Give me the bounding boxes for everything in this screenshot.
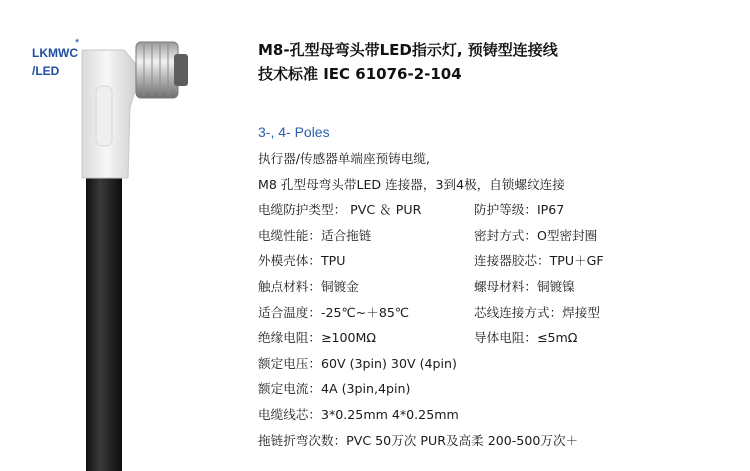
spec-cable-type: 电缆防护类型： PVC ＆ PUR	[258, 202, 422, 218]
product-code-line-1: LKMWC	[32, 46, 78, 60]
spec-rated-current: 额定电流：4A (3pin,4pin)	[258, 381, 411, 397]
standard-title: 技术标准 IEC 61076-2-104	[258, 65, 462, 83]
led-window	[96, 86, 112, 146]
asterisk-mark: *	[75, 37, 80, 49]
connector-cable-image	[70, 28, 220, 471]
spec-bend-cycles: 拖链折弯次数：PVC 50万次 PUR及高柔 200-500万次＋	[258, 432, 579, 448]
cable-jacket	[86, 178, 122, 471]
spec-nut-material: 螺母材料：铜镀镍	[474, 278, 575, 294]
spec-cable-property: 电缆性能：适合拖链	[258, 227, 372, 243]
poles-label: 3-, 4- Poles	[258, 124, 330, 140]
spec-contact-material: 触点材料：铜镀金	[258, 278, 359, 294]
spec-row	[258, 248, 728, 274]
spec-row	[258, 274, 728, 300]
spec-row	[258, 300, 728, 326]
spec-row	[258, 197, 728, 223]
spec-temperature: 适合温度：-25℃~＋85℃	[258, 304, 409, 320]
nut-face	[174, 54, 188, 86]
description-line-2: M8 孔型母弯头带LED 连接器，3到4极，自锁螺纹连接	[258, 176, 565, 192]
description-line-1: 执行器/传感器单端座预铸电缆,	[258, 151, 430, 166]
spec-housing: 外模壳体：TPU	[258, 253, 346, 269]
spec-row	[258, 223, 728, 249]
spec-list	[258, 146, 728, 453]
spec-insulation: 绝缘电阻：≥100MΩ	[258, 330, 377, 346]
spec-cable-core: 电缆线芯：3*0.25mm 4*0.25mm	[258, 406, 459, 422]
spec-sealing: 密封方式：O型密封圈	[474, 227, 598, 243]
product-title: M8-孔型母弯头带LED指示灯, 预铸型连接线	[258, 41, 558, 59]
spec-conductor-resistance: 导体电阻：≤5mΩ	[474, 330, 578, 346]
product-code-line-2: /LED	[32, 64, 60, 78]
coupling-nut	[136, 42, 178, 98]
spec-rated-voltage: 额定电压：60V (3pin) 30V (4pin)	[258, 355, 457, 371]
spec-protection: 防护等级：IP67	[474, 202, 565, 218]
spec-connector-core: 连接器胶芯：TPU＋GF	[474, 253, 604, 269]
spec-core-connection: 芯线连接方式：焊接型	[474, 304, 600, 320]
title-block	[258, 38, 558, 86]
spec-row	[258, 325, 728, 351]
